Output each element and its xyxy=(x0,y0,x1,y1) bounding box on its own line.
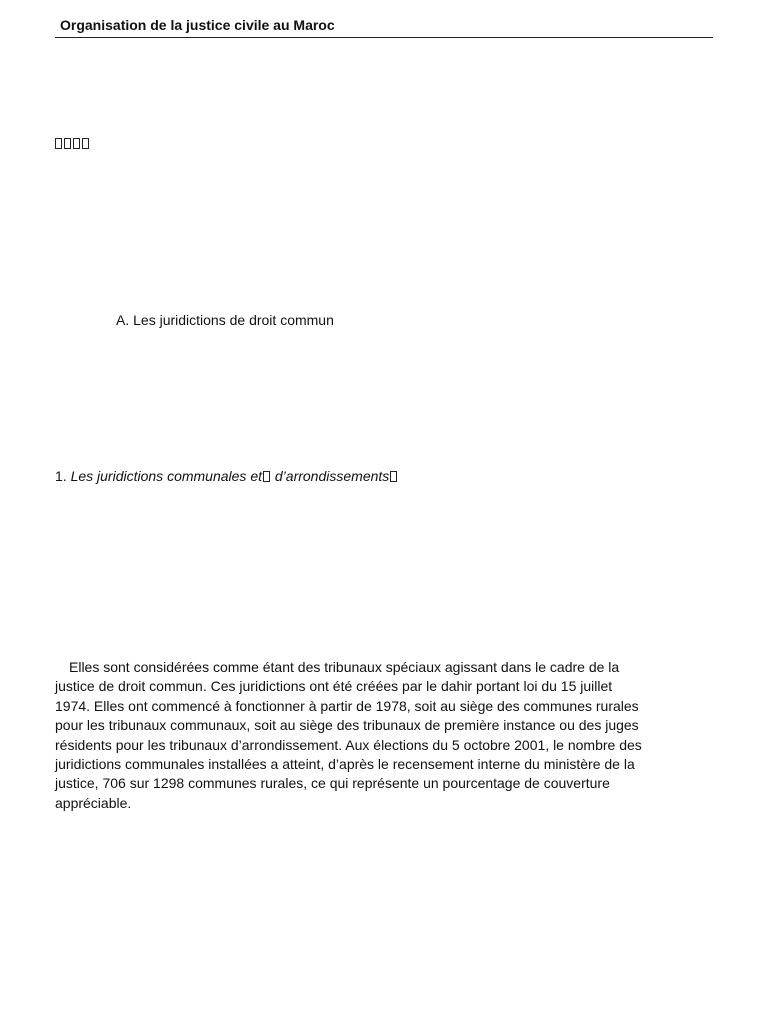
page-header xyxy=(55,14,713,38)
paragraph-line: pour les tribunaux communaux, soit au siège des tribunaux de première instance ou des juges xyxy=(55,717,639,734)
paragraph-line: appréciable. xyxy=(55,794,132,811)
missing-glyph-row xyxy=(55,138,89,149)
missing-glyph-icon xyxy=(73,138,80,149)
paragraph-line: justice, 706 sur 1298 communes rurales, ce qui représente un pourcentage de couverture xyxy=(55,775,610,792)
missing-glyph-icon xyxy=(64,138,71,149)
paragraph-line: 1974. Elles ont commencé à fonctionner à partir de 1978, soit au siège des communes rurales xyxy=(55,697,639,714)
missing-glyph-icon xyxy=(55,138,62,149)
section-a-heading: A. Les juridictions de droit commun xyxy=(116,312,334,328)
missing-glyph-icon xyxy=(82,138,89,149)
paragraph-line: Elles sont considérées comme étant des tribunaux spéciaux agissant dans le cadre de la xyxy=(69,659,620,675)
paragraph-line: justice de droit commun. Ces juridictions ont été créées par le dahir portant loi du 15 juillet xyxy=(55,678,613,695)
header-title: Organisation de la justice civile au Maroc xyxy=(60,17,335,33)
subsection-title-part2: d’arrondissements xyxy=(271,468,390,484)
paragraph-line: juridictions communales installées a atteint, d’après le recensement interne du ministère de la xyxy=(55,756,635,773)
subsection-title-part1: Les juridictions communales et xyxy=(70,468,262,484)
body-paragraph xyxy=(55,658,715,813)
missing-glyph-icon xyxy=(390,471,397,482)
subsection-1-heading xyxy=(55,468,398,484)
subsection-number: 1. xyxy=(55,468,67,484)
paragraph-line: résidents pour les tribunaux d’arrondissement. Aux élections du 5 octobre 2001, le nombre des xyxy=(55,736,642,753)
missing-glyph-icon xyxy=(263,471,270,482)
